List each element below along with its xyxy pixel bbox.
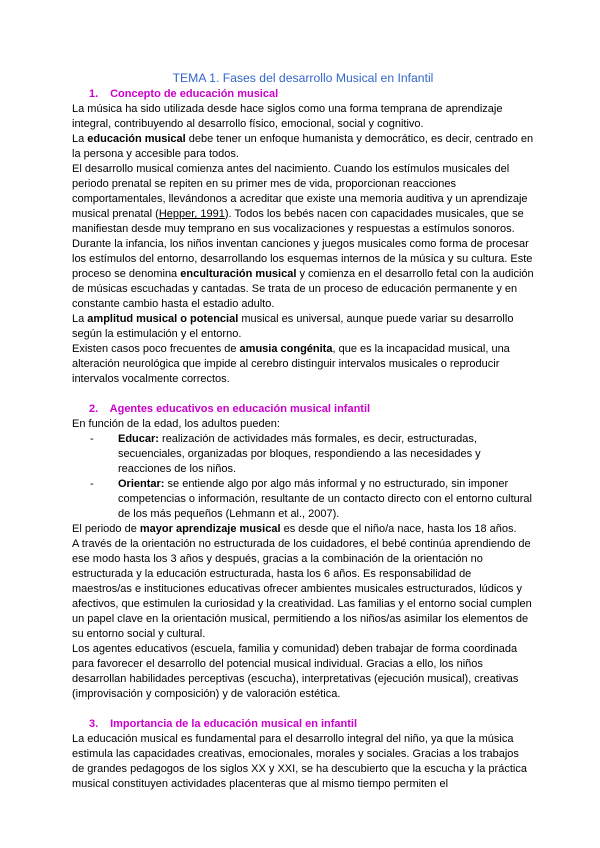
paragraph: El periodo de mayor aprendizaje musical es desde que el niño/a nace, hasta los 18 años. — [72, 523, 517, 535]
paragraph: La música ha sido utilizada desde hace siglos como una forma temprana de aprendizaje integral, contribuyendo al desarrollo físico, emocional, social y cognitivo. — [72, 103, 503, 130]
section-1-heading — [72, 87, 534, 102]
section-number: 1. — [89, 88, 99, 100]
paragraph: La educación musical es fundamental para el desarrollo integral del niño, ya que la música estimula las capacidades creativas, emocionales, morales y sociales. Gracias a los trabajos de grandes pedagogos de los siglos XX y XXI, se ha descubierto que la escucha y la práctica musical constituyen actividades placenteras que al mismo tiempo permiten el — [72, 733, 527, 790]
section-3-heading — [72, 717, 534, 732]
paragraph: A través de la orientación no estructurada de los cuidadores, el bebé continúa aprendiendo de ese modo hasta los 3 años y después, gracias a la combinación de la orientación no estructurada y la educación estructurada, hasta los 6 años. Es responsabilidad de maestros/as e instituciones educativas ofrecer ambientes musicales estructurados, lúdicos y afectivos, que estimulen la curiosidad y la creatividad. Las familias y el entorno social cumplen un papel clave en la orientación musical, permitiendo a los niños/as asimilar los elementos de su entorno social y cultural. — [72, 538, 532, 640]
document-page — [72, 70, 534, 792]
paragraph: La amplitud musical o potencial musical es universal, aunque puede variar su desarrollo según la estimulación y el entorno. — [72, 313, 514, 340]
section-title: Concepto de educación musical — [110, 88, 279, 100]
section-number: 3. — [89, 718, 99, 730]
list-item: - Educar: realización de actividades más formales, es decir, estructuradas, secuenciales, organizadas por bloques, respondiendo a las necesidades y reacciones de los niños. — [118, 432, 534, 477]
dash-list — [72, 432, 534, 522]
paragraph: En función de la edad, los adultos pueden: — [72, 418, 280, 430]
paragraph: La educación musical debe tener un enfoque humanista y democrático, es decir, centrado en la persona y accesible para todos. — [72, 133, 534, 160]
paragraph: El desarrollo musical comienza antes del nacimiento. Cuando los estímulos musicales del periodo prenatal se repiten en su primer mes de vida, proporcionan reacciones comportamentales, llevándonos a acreditar que existe una memoria auditiva y un aprendizaje musical prenatal (Hepper, 1991). Todos los bebés nacen con capacidades musicales, que se manifiestan desde muy temprano en sus vocalizaciones y respuestas a estímulos sonoros. Durante la infancia, los niños inventan canciones y juegos musicales como forma de procesar los estímulos del entorno, desarrollando los esquemas internos de la música y su cultura. Este proceso se denomina enculturación musical y comienza en el desarrollo fetal con la audición de músicas escuchadas y cantadas. Se trata de un proceso de educación permanente y en constante cambio hasta el estadio adulto. — [72, 163, 534, 310]
section-title: Importancia de la educación musical en infantil — [110, 718, 358, 730]
citation-link: Hepper, 1991 — [158, 208, 225, 220]
section-number: 2. — [89, 403, 99, 415]
document-title: TEMA 1. Fases del desarrollo Musical en Infantil — [172, 71, 434, 85]
list-item: - Orientar: se entiende algo por algo más informal y no estructurado, sin imponer competencias o información, resultante de un contacto directo con el entorno cultural de los más pequeños (Lehmann et al., 2007). — [118, 477, 534, 522]
paragraph: Los agentes educativos (escuela, familia y comunidad) deben trabajar de forma coordinada para favorecer el desarrollo del potencial musical individual. Gracias a ello, los niños desarrollan habilidades perceptivas (escucha), interpretativas (ejecución musical), creativas (improvisación y composición) y de valoración estética. — [72, 643, 519, 700]
section-title: Agentes educativos en educación musical infantil — [109, 403, 371, 415]
paragraph: Existen casos poco frecuentes de amusia congénita, que es la incapacidad musical, una alteración neurológica que impide al cerebro distinguir intervalos musicales o reproducir intervalos vocalmente correctos. — [72, 343, 510, 385]
section-2-heading — [72, 402, 534, 417]
